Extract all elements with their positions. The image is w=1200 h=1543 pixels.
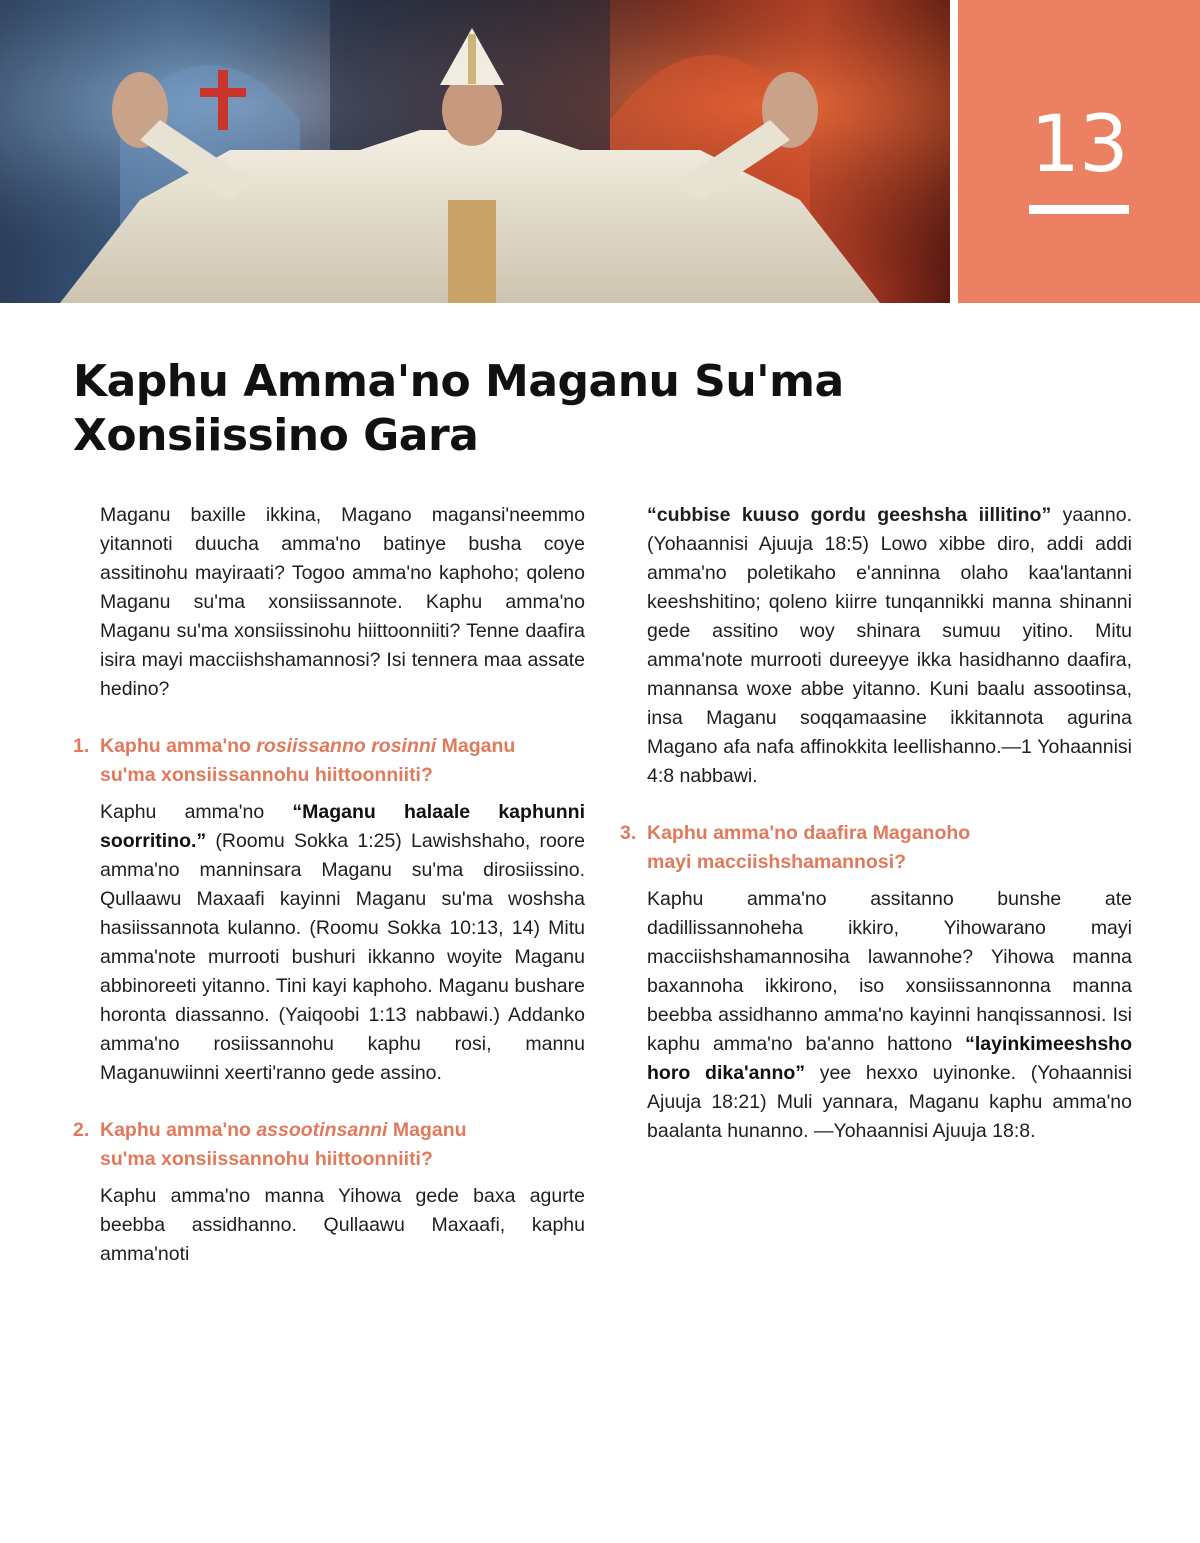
chapter-number: 13 <box>1030 100 1128 190</box>
answer-text: yaanno. (Yohaannisi Ajuuja 18:5) Lowo xibbe diro, addi addi amma'no poletikaho e'anninna olaho kaa'lantanni keeshshitino; qoleno kiirre tunqannikki manna shinanni gede assitino woy shinara sumuu yitino. Mitu amma'note murrooti dureeyye ikka hasidhanno daafira, mannansa woxe abbe yitanno. Kuni baalu assootinsa, insa Maganu soqqamaasine ikkitannota agurina Magano afa nafa affinokkita leellishanno.—1 Yohaannisi 4:8 nabbawi. <box>647 504 1132 787</box>
answer-text: “cubbise kuuso gordu geeshsha iillitino” <box>647 504 1052 526</box>
question-2 <box>73 1116 585 1174</box>
answer-paragraph-3 <box>647 885 1132 1146</box>
answer-quote: “layinkimeeshsho horo dika'anno” <box>647 1033 1132 1084</box>
question-text: Maganu <box>387 1119 467 1141</box>
question-text: Kaphu amma'no <box>100 735 257 757</box>
question-number: 1. <box>73 735 90 757</box>
answer-text: yee hexxo uyinonke. (Yohaannisi Ajuuja 18:21) Muli yannara, Maganu kaphu amma'no baalanta hunanno. —Yohaannisi Ajuuja 18:8. <box>647 1062 1132 1142</box>
question-text: Maganu <box>436 735 516 757</box>
question-text: su'ma xonsiissannohu hiittoonniiti? <box>100 1148 433 1170</box>
answer-paragraph-1 <box>100 798 585 1088</box>
question-text: mayi macciishshamannosi? <box>647 851 907 873</box>
question-text: Kaphu amma'no <box>100 1119 257 1141</box>
question-3 <box>620 819 1132 877</box>
chapter-badge <box>958 0 1200 303</box>
chapter-underline <box>1029 205 1129 214</box>
priest-raising-arms-image <box>0 0 950 303</box>
title-line-2: Xonsiissino Gara <box>73 410 479 461</box>
question-emphasis: assootinsanni <box>256 1119 388 1141</box>
question-1 <box>73 732 585 790</box>
question-number: 2. <box>73 1119 90 1141</box>
question-number: 3. <box>620 822 637 844</box>
stained-glass-scene <box>0 0 950 303</box>
intro-paragraph: Maganu baxille ikkina, Magano magansi'neemmo yitannoti duucha amma'no batinye busha coye assitinohu mayiraati? Togoo amma'no kaphoho; qoleno Maganu su'ma xonsiissannote. Kaphu amma'no Maganu su'ma xonsiissinohu hiittoonniiti? Tenne daafira isira mayi macciishshamannosi? Isi tennera maa assate hedino? <box>100 504 585 700</box>
question-text: su'ma xonsiissannohu hiittoonniiti? <box>100 764 433 786</box>
left-column <box>73 501 586 1265</box>
question-emphasis: rosiissanno rosinni <box>256 735 437 757</box>
page-title <box>73 355 973 463</box>
answer-text: Kaphu amma'no manna Yihowa gede baxa agurte beebba assidhanno. Qullaawu Maxaafi, kaphu amma'noti <box>100 1185 585 1265</box>
answer-text: Kaphu amma'no <box>100 801 293 823</box>
answer-paragraph-2-continued <box>647 501 1132 791</box>
answer-paragraph-2-start <box>100 1182 585 1265</box>
question-text: Kaphu amma'no daafira Maganoho <box>647 822 971 844</box>
answer-quote: “Maganu halaale kaphunni soorritino.” <box>100 801 586 852</box>
title-line-1: Kaphu Amma'no Maganu Su'ma <box>73 356 844 407</box>
right-column <box>620 501 1132 1146</box>
answer-text: Kaphu amma'no assitanno bunshe ate dadillissannoheha ikkiro, Yihowarano mayi macciishshamannosiha lawannohe? Yihowa manna baxannoha ikkirono, iso xonsiissannonna manna beebba assidhanno amma'no kayinni hanqissannosi. Isi kaphu amma'no ba'anno hattono <box>647 888 1132 1055</box>
answer-text: (Roomu Sokka 1:25) Lawishshaho, roore amma'no manninsara Maganu su'ma dirosiissino. Qullaawu Maxaafi kayinni Maganu su'ma woshsha hasiissannota kulanno. (Roomu Sokka 10:13, 14) Mitu amma'note murrooti bushuri ikkanno woyite Maganu abbinoreeti yitanno. Tini kayi kaphoho. Maganu bushare horonta diassanno. (Yaiqoobi 1:13 nabbawi.) Addanko amma'no rosiissannohu kaphu rosi, mannu Maganuwiinni xeerti'ranno gede assino. <box>100 830 585 1084</box>
